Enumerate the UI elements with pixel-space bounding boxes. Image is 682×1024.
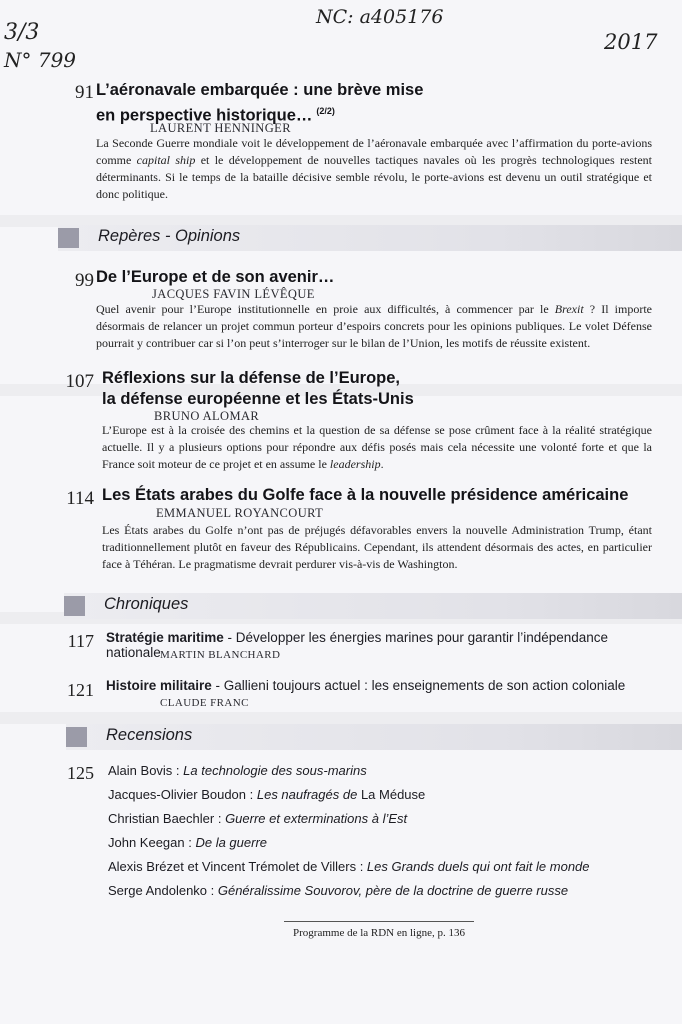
article-title[interactable]: Les États arabes du Golfe face à la nouvelle présidence américaine xyxy=(102,486,629,504)
article-title[interactable]: L’aéronavale embarquée : une brève mise en perspective historique… $^{(2/2)}$ xyxy=(96,81,424,125)
section-title: Repères - Opinions xyxy=(98,227,241,245)
chronicle-title[interactable]: Histoire militaire - Gallieni toujours actuel : les enseignements de son action coloniale xyxy=(106,678,626,693)
review-item[interactable]: Jacques-Olivier Boudon : Les naufragés de La Méduse xyxy=(108,787,426,802)
article-author: EMMANUEL ROYANCOURT xyxy=(156,506,324,520)
page-number: 99 xyxy=(75,270,94,291)
review-item[interactable]: Christian Baechler : Guerre et exterminations à l’Est xyxy=(108,811,408,826)
review-item[interactable]: Serge Andolenko : Généralissime Souvorov, père de la doctrine de guerre russe xyxy=(108,883,569,898)
section-header-recensions xyxy=(66,724,682,750)
page-number: 107 xyxy=(65,371,94,392)
section-title: Recensions xyxy=(106,726,193,744)
article-author: JACQUES FAVIN LÉVÊQUE xyxy=(152,287,315,301)
part-marker: (2/2) xyxy=(316,106,335,116)
article-title[interactable]: Réflexions sur la défense de l’Europe, la défense européenne et les États-Unis xyxy=(102,369,414,408)
review-item[interactable]: Alexis Brézet et Vincent Trémolet de Villers : Les Grands duels qui ont fait le monde xyxy=(108,859,590,874)
handwritten-note-issue-number: N° 799 xyxy=(4,48,77,72)
handwritten-note-issue-part: 3/3 xyxy=(4,20,40,45)
chronicle-author: CLAUDE FRANC xyxy=(160,697,249,709)
article-title[interactable]: De l’Europe et de son avenir… xyxy=(96,268,335,286)
article-summary: Quel avenir pour l’Europe institutionnelle en proie aux difficultés, à commencer par le Brexit ? Il importe désormais de relancer un projet commun porteur d’espoirs concrets pour les opinions publiques. Le volet Défense pourrait y contribuer car si l’on peut s’interroger sur le bilan de l’Union, les motifs de réussite existent. xyxy=(96,302,652,350)
section-header-reperes xyxy=(58,225,682,251)
article-summary: La Seconde Guerre mondiale voit le développement de l’aéronavale embarquée avec l’affirmation du porte-avions comme capital ship et le développement de nouvelles tactiques navales où les progrès technologiques restent déterminants. Si le temps de la bataille décisive semble révolu, le porte-avions est devenu un outil stratégique et donc politique. xyxy=(96,136,653,201)
page-number-recensions: 125 xyxy=(67,763,94,783)
review-item[interactable]: Alain Bovis : La technologie des sous-marins xyxy=(108,763,367,778)
article-summary: L’Europe est à la croisée des chemins et la question de sa défense se pose crûment face à la réalité stratégique actuelle. Il y a plusieurs options pour répondre aux défis posés mais cela nécessite une volonté forte et que la France soit moteur de ce projet et en assume le leadership. xyxy=(102,423,652,471)
article-author: LAURENT HENNINGER xyxy=(150,121,291,135)
review-item[interactable]: John Keegan : De la guerre xyxy=(108,835,268,850)
chronicle-author: MARTIN BLANCHARD xyxy=(160,649,281,661)
section-header-chroniques xyxy=(64,593,682,619)
section-title: Chroniques xyxy=(104,595,189,613)
page-number: 91 xyxy=(75,82,94,103)
page-number: 117 xyxy=(67,631,94,651)
handwritten-note-catalog: NC: a405176 xyxy=(316,6,444,28)
article-author: BRUNO ALOMAR xyxy=(154,409,260,423)
section-marker xyxy=(58,228,79,248)
footer-note: Programme de la RDN en ligne, p. 136 xyxy=(293,927,465,939)
page-number: 114 xyxy=(66,488,94,509)
section-marker xyxy=(66,727,87,747)
page-number: 121 xyxy=(67,680,94,700)
article-summary: Les États arabes du Golfe n’ont pas de préjugés défavorables envers la nouvelle Administration Trump, étant traditionnellement plutôt en faveur des Républicains. Cependant, ils attendent désormais des actes, en particulier face à Téhéran. Le pragmatisme devrait perdurer vis-à-vis de Washington. xyxy=(102,523,652,571)
handwritten-note-year: 2017 xyxy=(604,30,658,54)
chronicle-title[interactable]: Stratégie maritime - Développer les énergies marines pour garantir l’indépendance nationale xyxy=(106,630,609,660)
show-through-band xyxy=(0,712,682,724)
footer-rule xyxy=(284,921,474,922)
section-marker xyxy=(64,596,85,616)
